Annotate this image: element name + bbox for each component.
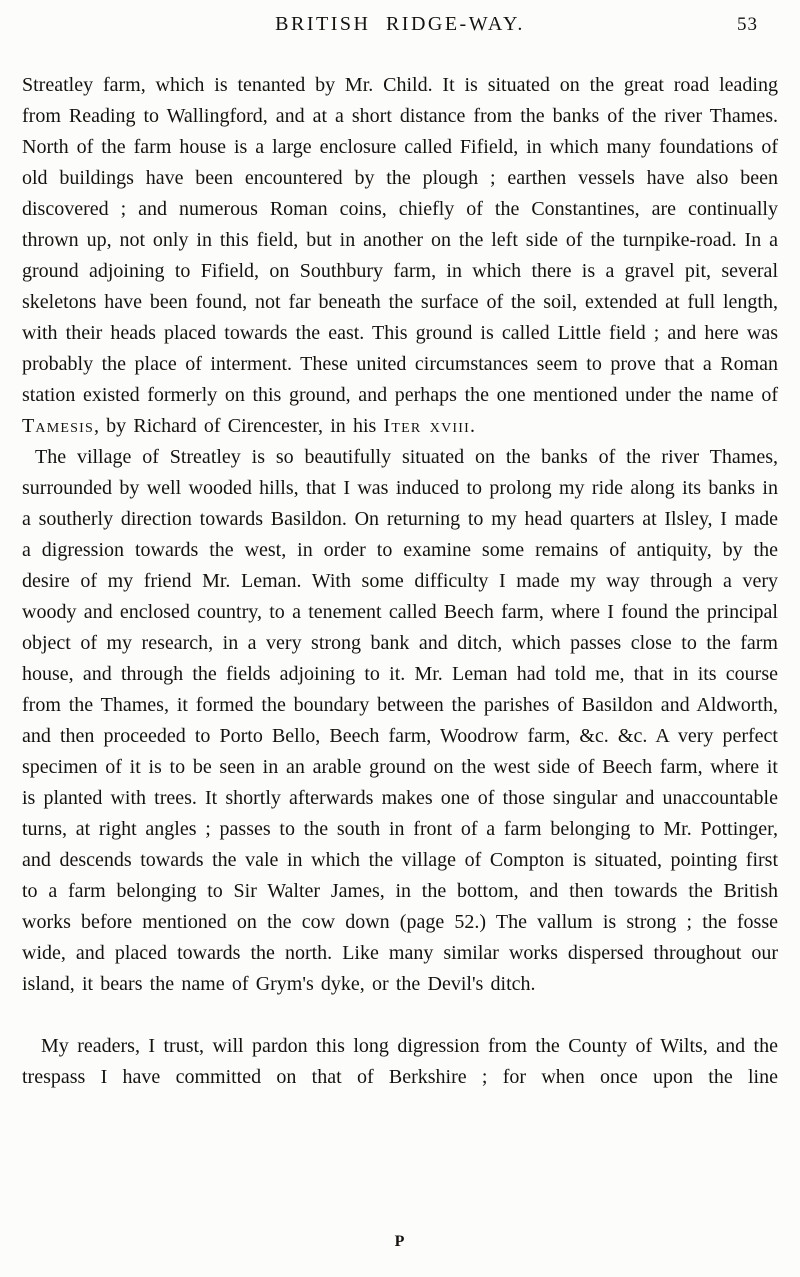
body-text: The village of Streatley is so beautifully situated on the banks of the river Thames, surrounded by well wooded hills, that I was induced to prolong my ride along its banks in a southerly direction towards Basildon. On returning to my head quarters at Ilsley, I made a digression towards the west, in order to examine some remains of antiquity, by the desire of my friend Mr. Leman. With some difficulty I made my way through a very woody and enclosed country, to a tenement called Beech farm, where I found the principal object of my research, in a very strong bank and ditch, which passes close to the farm house, and through the fields adjoining to it. Mr. Leman had told me, that in its course from the Thames, it formed the boundary between the parishes of Basildon and Aldworth, and then proceeded to Porto Bello, Beech farm, Woodrow farm, &c. &c. A very perfect specimen of it is to be seen in an arable ground on the west side of Beech farm, where it is planted with trees. It shortly afterwards makes one of those singular and unaccountable turns, at right angles ; passes to the south in front of a farm belonging to Mr. Pottinger, and descends towards the vale in which the village of Compton is situated, pointing first to a farm belonging to Sir Walter James, in the bottom, and then towards the British works before mentioned on the cow down (page 52.) The vallum is strong ; the fosse wide, and placed towards the north. Like many similar works dispersed throughout our island, it bears the name of Grym's dyke, or the Devil's ditch. <box>22 446 778 995</box>
paragraph <box>22 1031 778 1093</box>
page-number: 53 <box>737 14 758 35</box>
body-text: , by Richard of Cirencester, in his <box>93 415 384 437</box>
smallcaps-text: Iter xviii. <box>383 415 477 437</box>
signature-mark: P <box>394 1233 406 1250</box>
body-text: My readers, I trust, will pardon this long digression from the County of Wilts, and the trespass I have committed on that of Berkshire ; for when once upon the line <box>22 1035 778 1088</box>
smallcaps-text: Tamesis <box>22 415 94 437</box>
paragraph <box>22 70 778 442</box>
page-body <box>22 70 778 1093</box>
paragraph <box>22 442 778 1000</box>
page-header <box>22 13 778 43</box>
running-title: BRITISH RIDGE-WAY. <box>275 13 525 35</box>
body-text: Streatley farm, which is tenanted by Mr. Child. It is situated on the great road leading from Reading to Wallingford, and at a short distance from the banks of the river Thames. North of the farm house is a large enclosure called Fifield, in which many foundations of old buildings have been encountered by the plough ; earthen vessels have also been discovered ; and numerous Roman coins, chiefly of the Constantines, are continually thrown up, not only in this field, but in another on the left side of the turnpike-road. In a ground adjoining to Fifield, on Southbury farm, in which there is a gravel pit, several skeletons have been found, not far beneath the surface of the soil, extended at full length, with their heads placed towards the east. This ground is called Little field ; and here was probably the place of interment. These united circumstances seem to prove that a Roman station existed formerly on this ground, and perhaps the one mentioned under the name of <box>22 74 778 406</box>
